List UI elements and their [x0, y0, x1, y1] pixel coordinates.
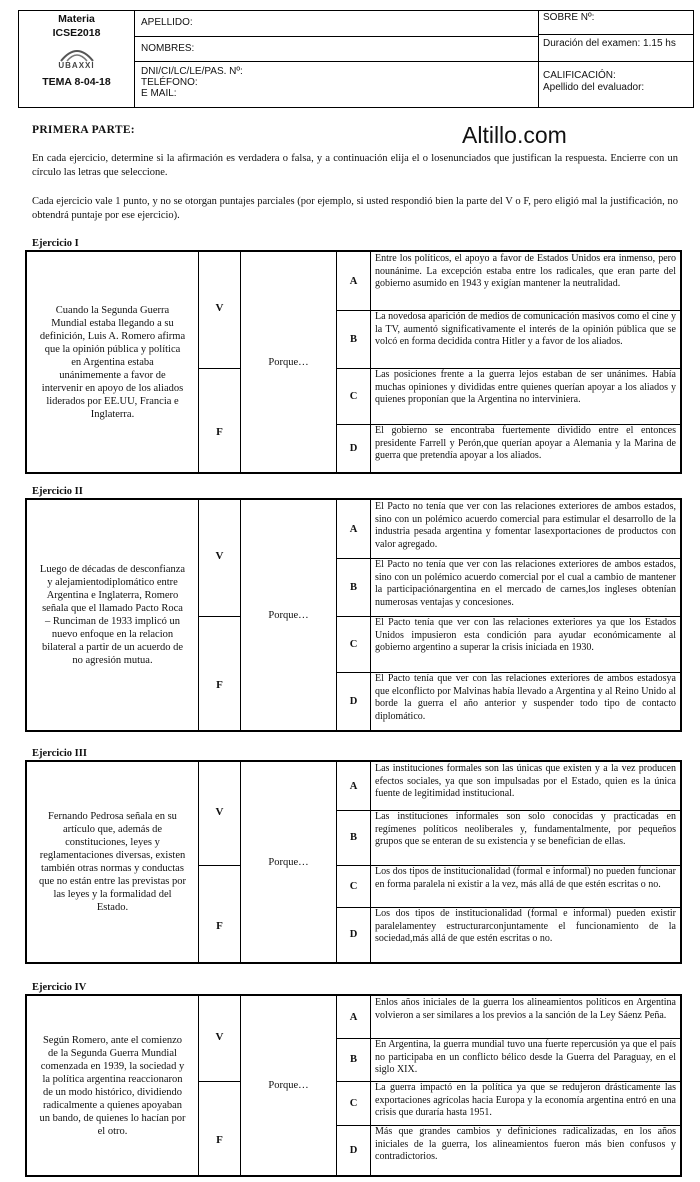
logo-text: UBAXXI	[58, 61, 95, 70]
option-text: El Pacto no tenía que ver con las relaciones exteriores de ambos estados, sino con un polémico acuerdo comercial para estimular el desarrollo de la industria pesada argentina y fomentar lasexportaciones de productos con valor agregado.	[375, 501, 676, 550]
vf-divider	[199, 616, 241, 617]
instruction-1: En cada ejercicio, determine si la afirmación es verdadera o falsa, y a continuación elija el o losenunciados que justifican la respuesta. Encierre con un círculo las letras que seleccione.	[32, 153, 678, 178]
option-letter[interactable]: D	[337, 672, 371, 730]
option-text: Entre los políticos, el apoyo a favor de Estados Unidos era inmenso, pero nounánime. La excepción estaba entre los radicales, que eran parte del gobierno asumido en 1943 y exigían mantener la neutralidad.	[375, 253, 676, 289]
option-text: Los dos tipos de institucionalidad (formal e informal) no pueden funcionar en forma paralela ni existir a la vez, más allá de que estén escritas o no.	[375, 866, 676, 890]
exam-header	[18, 10, 694, 108]
vf-divider	[199, 865, 241, 866]
porque-label: Porque…	[241, 500, 337, 730]
porque-label: Porque…	[241, 762, 337, 962]
nombres-field[interactable]	[135, 37, 538, 62]
nombres-label: NOMBRES:	[141, 43, 195, 54]
option-letter[interactable]: D	[337, 424, 371, 472]
header-student-fields	[135, 11, 539, 107]
false-option[interactable]: F	[199, 616, 241, 730]
course-code: ICSE2018	[52, 27, 101, 39]
contact-fields[interactable]	[135, 62, 538, 107]
option-letter[interactable]: A	[337, 762, 371, 810]
duracion-field	[539, 35, 693, 62]
exercise-table	[25, 994, 682, 1177]
option-divider	[337, 1081, 680, 1082]
option-divider	[337, 310, 680, 311]
option-divider	[337, 865, 680, 866]
option-letter[interactable]: A	[337, 500, 371, 558]
option-letter[interactable]: B	[337, 558, 371, 616]
vf-divider	[199, 1081, 241, 1082]
sobre-label: SOBRE Nº:	[543, 12, 595, 23]
vf-divider	[199, 368, 241, 369]
option-text: Las instituciones informales son solo conocidas y practicadas en regímenes políticos neoliberales y, fundamentalmente, por pequeños grupos que se enteran de su existencia y se benefician de ellas.	[375, 811, 676, 847]
exercise-statement: Luego de décadas de desconfianza y alejamientodiplomático entre Argentina e Inglaterra, Romero señala que el llamado Pacto Roca – Runciman de 1933 implicó un nuevo enfoque en la relacion bilateral a partir de un acuerdo de no agresión mutua.	[27, 500, 199, 730]
option-letter[interactable]: C	[337, 865, 371, 907]
calificacion-field[interactable]	[539, 62, 693, 107]
option-divider	[337, 907, 680, 908]
option-divider	[337, 672, 680, 673]
option-letter[interactable]: C	[337, 368, 371, 424]
option-letter[interactable]: A	[337, 252, 371, 310]
instruction-2: Cada ejercicio vale 1 punto, y no se otorgan puntajes parciales (por ejemplo, si usted respondió bien la parte del V o F, pero eligió mal la justificación, no obtendrá puntaje por ese ejercicio).	[32, 196, 678, 221]
evaluador-label: Apellido del evaluador:	[543, 82, 645, 93]
calificacion-label: CALIFICACIÓN:	[543, 70, 616, 81]
option-text: En Argentina, la guerra mundial tuvo una fuerte repercusión ya que el país no participaba en un conflicto bélico desde la Guerra del Paraguay, en el siglo XIX.	[375, 1039, 676, 1075]
true-option[interactable]: V	[199, 996, 241, 1081]
porque-label: Porque…	[241, 996, 337, 1175]
option-text: La novedosa aparición de medios de comunicación masivos como el cine y la TV, aumentó significativamente el interés de la opinión pública que se volcó en forma decidida contra Hitler y a favor de los aliados.	[375, 311, 676, 347]
option-text: Más que grandes cambios y definiciones radicalizadas, en los años iniciales de la guerra, los alineamientos fueron más bien confusos y contradictorios.	[375, 1126, 676, 1162]
option-text: Las posiciones frente a la guerra lejos estaban de ser unánimes. Había muchas opiniones y divididas entre quienes querían apoyar a los aliados y quienes proponían que la Argentina no interviniera.	[375, 369, 676, 405]
telefono-label: TELÉFONO:	[141, 77, 198, 88]
tema-label: TEMA 8-04-18	[42, 76, 111, 88]
option-letter[interactable]: B	[337, 1038, 371, 1081]
false-option[interactable]: F	[199, 1081, 241, 1175]
true-option[interactable]: V	[199, 762, 241, 865]
watermark: Altillo.com	[462, 122, 567, 148]
exercise-table	[25, 498, 682, 732]
sobre-field[interactable]	[539, 11, 693, 35]
exercise-statement: Fernando Pedrosa señala en su artículo que, además de constituciones, leyes y reglamentaciones diversas, existen también otras normas y conductas que no están entre las previstas por las leyes y la formalidad del Estado.	[27, 762, 199, 962]
exercise-title: Ejercicio III	[32, 748, 87, 759]
option-divider	[337, 558, 680, 559]
option-divider	[337, 424, 680, 425]
option-letter[interactable]: D	[337, 907, 371, 962]
header-logo-cell	[19, 11, 135, 107]
part-title: PRIMERA PARTE:	[32, 124, 135, 136]
option-text: Las instituciones formales son las únicas que existen y a la vez producen efectos sociales, ya que son impulsadas por el Estado, quien es la única fuente de legitimidad institucional.	[375, 763, 676, 799]
option-divider	[337, 1125, 680, 1126]
false-option[interactable]: F	[199, 368, 241, 472]
exercise-title: Ejercicio I	[32, 238, 79, 249]
option-text: Los dos tipos de institucionalidad (formal e informal) pueden existir paralelamentey estructurarconjuntamente el funcionamiento de la sociedad,más allá de que estén escritas o no.	[375, 908, 676, 944]
false-option[interactable]: F	[199, 865, 241, 962]
option-divider	[337, 810, 680, 811]
exercise-statement: Cuando la Segunda Guerra Mundial estaba llegando a su definición, Luis A. Romero afirma que la opinión pública y política en Argentina estaba unánimemente a favor de intervenir en apoyo de los aliados liderados por EE.UU, Francia e Inglaterra.	[27, 252, 199, 472]
true-option[interactable]: V	[199, 500, 241, 616]
option-text: El Pacto no tenía que ver con las relaciones exteriores de ambos estados, sino con un polémico acuerdo comercial por el cual a cambio de mantener la participaciónargentina en el mercado de carnes,los ingleses obtenían numerosas ventajas y concesiones.	[375, 559, 676, 608]
email-label: E MAIL:	[141, 88, 177, 99]
option-letter[interactable]: A	[337, 996, 371, 1038]
option-letter[interactable]: C	[337, 616, 371, 672]
true-option[interactable]: V	[199, 252, 241, 368]
apellido-field[interactable]	[135, 11, 538, 37]
option-divider	[337, 368, 680, 369]
duracion-label: Duración del examen: 1.15 hs	[543, 38, 676, 49]
header-admin-fields	[539, 11, 693, 107]
option-text: Enlos años iniciales de la guerra los alineamientos políticos en Argentina volvieron a ser similares a los previos a la sanción de la Ley Sáenz Peña.	[375, 997, 676, 1021]
exercise-title: Ejercicio IV	[32, 982, 87, 993]
porque-label: Porque…	[241, 252, 337, 472]
exercise-table	[25, 760, 682, 964]
option-text: El gobierno se encontraba fuertemente dividido entre el entonces presidente Farrell y Perón,que querían apoyar a Alemania y la Marina de guerra que pretendía apoyar a los aliados.	[375, 425, 676, 461]
exercise-table	[25, 250, 682, 474]
option-text: El Pacto tenía que ver con las relaciones exteriores ya que los Estados Unidos impusieron esta condición para ayudar económicamente al gobierno argentino a superar la crisis iniciada en 1930.	[375, 617, 676, 653]
dni-label: DNI/CI/LC/LE/PAS. Nº:	[141, 66, 243, 77]
option-letter[interactable]: B	[337, 310, 371, 368]
exercise-title: Ejercicio II	[32, 486, 83, 497]
uba-logo-icon	[59, 45, 95, 63]
apellido-label: APELLIDO:	[141, 17, 193, 28]
materia-label: Materia	[58, 13, 95, 25]
option-text: El Pacto tenía que ver con las relaciones exteriores de ambos estadosya que elconflicto por Malvinas había llevado a Argentina y al Reino Unido al borde la guerra el año anterior y suspender todo tipo de contacto diplomático.	[375, 673, 676, 722]
option-letter[interactable]: C	[337, 1081, 371, 1125]
option-letter[interactable]: D	[337, 1125, 371, 1175]
option-divider	[337, 616, 680, 617]
option-letter[interactable]: B	[337, 810, 371, 865]
option-text: La guerra impactó en la política ya que se redujeron drásticamente las exportaciones agrícolas hacia Europa y la economía argentina entró en una crisis que duraría hasta 1951.	[375, 1082, 676, 1118]
exercise-statement: Según Romero, ante el comienzo de la Segunda Guerra Mundial comenzada en 1939, la sociedad y la política argentina reaccionaron de un modo histórico, dividiendo radicalmente a quienes apoyaban un bando, de quienes lo hacían por el otro.	[27, 996, 199, 1175]
option-divider	[337, 1038, 680, 1039]
